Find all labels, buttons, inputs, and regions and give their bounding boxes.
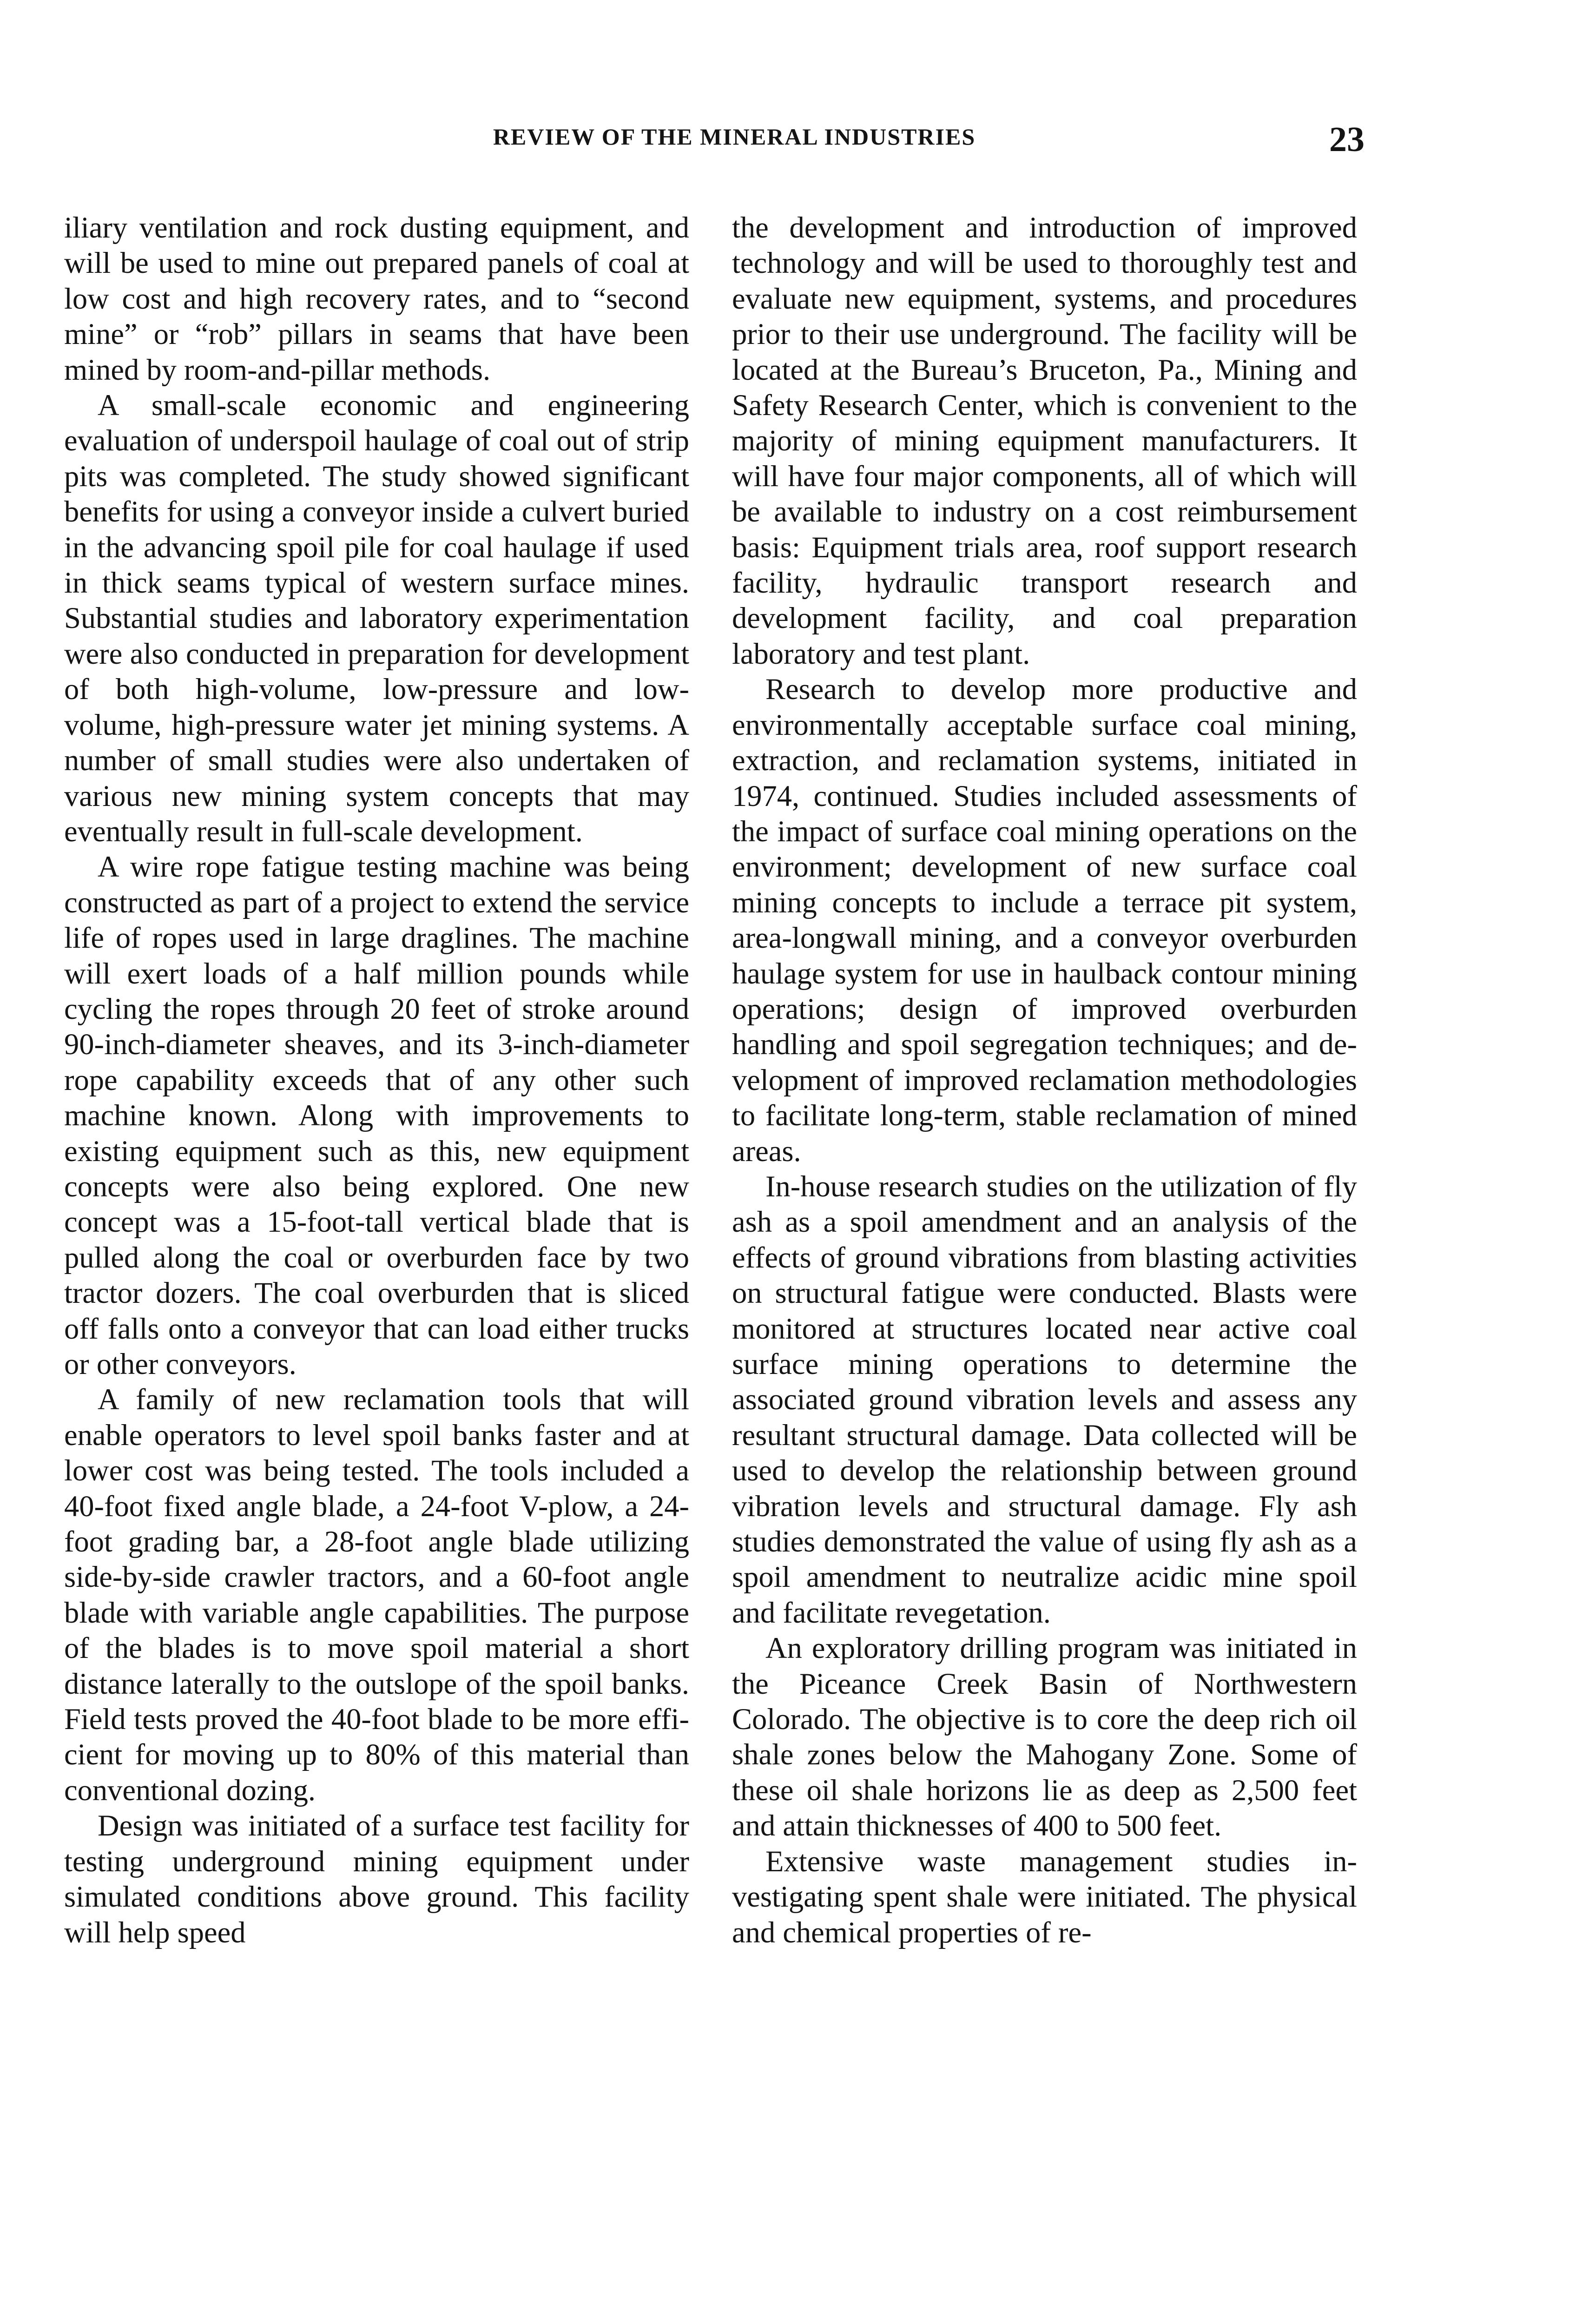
paragraph: iliary ventilation and rock dusting equipment, and will be used to mine out prepared panels of coal at low cost and high recovery rates, and to “second mine” or “rob” pillars in seams that have been mined by room-and-pillar methods.	[64, 211, 689, 386]
paragraph: A family of new reclamation tools that will enable operators to level spoil banks faster and at lower cost was being tested. The tools included a 40-foot fixed angle blade, a 24-foot V-plow, a 24-foot grading bar, a 28-foot angle blade utilizing side-by-side crawler tractors, and a 60-foot angle blade with variable angle capabilities. The purpose of the blades is to move spoil material a short distance laterally to the outslope of the spoil banks. Field tests proved the 40-foot blade to be more efficient for moving up to 80% of this material than conventional dozing.	[64, 1383, 689, 1807]
paragraph: Research to develop more productive and environmentally acceptable surface coal mining, extraction, and reclamation systems, initiated in 1974, continued. Studies included assessments of the impact of surface coal mining operations on the environment; development of new surface coal mining concepts to include a terrace pit system, area-longwall mining, and a conveyor overburden haulage system for use in haulback contour mining operations; design of improved overburden handling and spoil segregation techniques; and development of improved reclamation methodologies to facilitate long-term, stable reclamation of mined areas.	[732, 673, 1357, 1168]
running-title: REVIEW OF THE MINERAL INDUSTRIES	[493, 124, 976, 150]
paragraph: the development and introduction of improved technology and will be used to thoroughly test and evaluate new equipment, systems, and procedures prior to their use underground. The facility will be located at the Bureau’s Bruceton, Pa., Mining and Safety Research Center, which is convenient to the majority of mining equipment manufacturers. It will have four major components, all of which will be available to industry on a cost reimbursement basis: Equipment trials area, roof support research facility, hydraulic transport research and development facility, and coal preparation laboratory and test plant.	[732, 211, 1357, 670]
paragraph: Design was initiated of a surface test facility for testing underground mining equipment under simulated conditions above ground. This facility will help speed	[64, 1809, 689, 1949]
page-number: 23	[1329, 120, 1365, 159]
paragraph: Extensive waste management studies investigating spent shale were initiated. The physical and chemical properties of re-	[732, 1844, 1357, 1949]
paragraph: An exploratory drilling program was initiated in the Piceance Creek Basin of Northwestern Colorado. The objective is to core the deep rich oil shale zones below the Mahogany Zone. Some of these oil shale horizons lie as deep as 2,500 feet and attain thicknesses of 400 to 500 feet.	[732, 1631, 1357, 1842]
paragraph: A small-scale economic and engineering evaluation of underspoil haulage of coal out of strip pits was completed. The study showed significant benefits for using a conveyor inside a culvert buried in the advancing spoil pile for coal haulage if used in thick seams typical of western surface mines. Substantial studies and laboratory experimentation were also conducted in preparation for development of both high-volume, low-pressure and low-volume, high-pressure water jet mining systems. A number of small studies were also undertaken of various new mining system concepts that may eventually result in full-scale development.	[64, 389, 689, 848]
paragraph: A wire rope fatigue testing machine was being constructed as part of a project to extend the service life of ropes used in large draglines. The machine will exert loads of a half million pounds while cycling the ropes through 20 feet of stroke around 90-inch-diameter sheaves, and its 3-inch-diameter rope capability exceeds that of any other such machine known. Along with improvements to existing equipment such as this, new equipment concepts were also being explored. One new concept was a 15-foot-tall vertical blade that is pulled along the coal or overburden face by two tractor dozers. The coal overburden that is sliced off falls onto a conveyor that can load either trucks or other conveyors.	[64, 850, 689, 1380]
left-column	[64, 210, 689, 1950]
paragraph: In-house research studies on the utilization of fly ash as a spoil amendment and an analysis of the effects of ground vibrations from blasting activities on structural fatigue were conducted. Blasts were monitored at structures located near active coal surface mining operations to determine the associated ground vibration levels and assess any resultant structural damage. Data collected will be used to develop the relationship between ground vibration levels and structural damage. Fly ash studies demonstrated the value of using fly ash as a spoil amendment to neutralize acidic mine spoil and facilitate revegetation.	[732, 1169, 1357, 1629]
right-column	[732, 210, 1357, 1950]
